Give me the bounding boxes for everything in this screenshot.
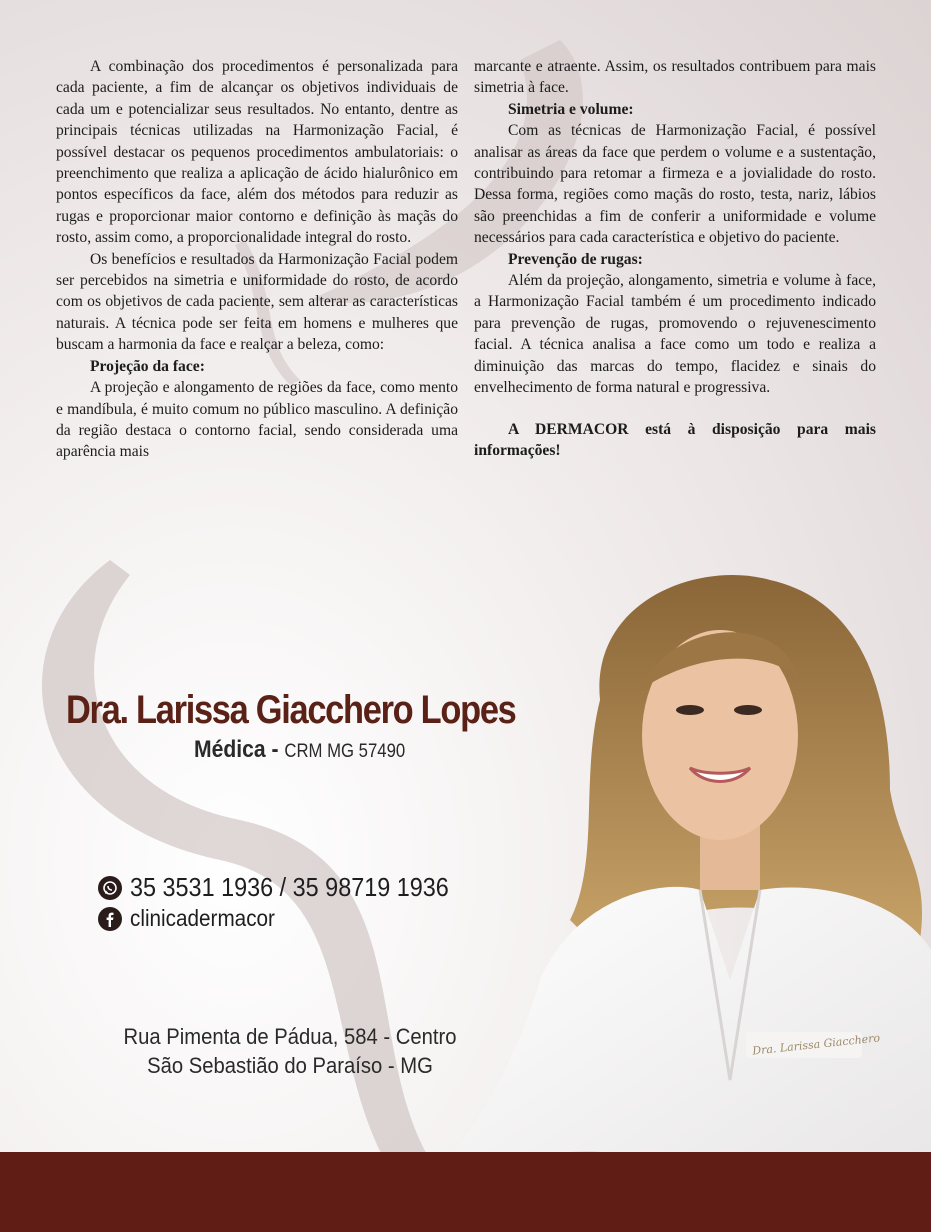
article-paragraph: A projeção e alongamento de regiões da face, como mento e mandíbula, é muito comum no público masculino. A definição da região destaca o contorno facial, sendo considerada uma aparência mais — [56, 379, 458, 461]
doctor-name: Dra. Larissa Giacchero Lopes — [66, 688, 516, 732]
article-paragraph: Com as técnicas de Harmonização Facial, é possível analisar as áreas da face que perdem o volume e a sustentação, contribuindo para retomar a firmeza e a jovialidade do rosto. Dessa forma, regiões como maçãs do rosto, testa, nariz, lábios são preenchidas a fim de conferir a uniformidade e volume necessários para cada característica e objetivo do paciente. — [474, 122, 876, 247]
article-paragraph: A combinação dos procedimentos é personalizada para cada paciente, a fim de alcançar os objetivos individuais de cada um e potencializar seus resultados. No entanto, dentre as principais técnicas utilizadas na Harmonização Facial, é possível destacar os pequenos procedimentos ambulatoriais: o preenchimento que realiza a aplicação de ácido hialurônico em pontos específicos da face, além dos métodos para reduzir as rugas e proporcionar maior contorno e definição às maçãs do rosto, assim como, a proporcionalidade integral do rosto. — [56, 58, 458, 247]
section-heading-prevencao: Prevenção de rugas: — [508, 250, 643, 268]
coat-embroidery-text: Dra. Larissa Giacchero — [751, 1031, 881, 1058]
facebook-contact[interactable] — [98, 905, 291, 932]
article-paragraph: Além da projeção, alongamento, simetria e volume à face, a Harmonização Facial também é um procedimento indicado para prevenção de rugas, promovendo o rejuvenescimento facial. A técnica analisa a face como um todo e realiza a diminuição das marcas do tempo, flacidez e sinais do envelhecimento de forma natural e progressiva. — [474, 272, 876, 397]
doctor-title: Médica - — [194, 736, 285, 763]
doctor-crm: CRM MG 57490 — [284, 741, 406, 762]
footer-band — [0, 1152, 931, 1232]
article-paragraph: marcante e atraente. Assim, os resultados contribuem para mais simetria à face. — [474, 58, 876, 97]
whatsapp-icon — [98, 876, 122, 900]
article-paragraph: Os benefícios e resultados da Harmonização Facial podem ser percebidos na simetria e uniformidade do rosto, de acordo com os objetivos de cada paciente, sem alterar as características naturais. A técnica pode ser feita em homens e mulheres que buscam a harmonia da face e realçar a beleza, como: — [56, 250, 458, 354]
article-left-column — [56, 56, 458, 463]
closing-statement: A DERMACOR está à disposição para mais informações! — [474, 420, 876, 459]
section-heading-simetria: Simetria e volume: — [508, 100, 634, 118]
address-line-street: Rua Pimenta de Pádua, 584 - Centro — [123, 1024, 457, 1049]
facebook-handle: clinicadermacor — [130, 905, 275, 931]
clinic-address — [60, 1022, 520, 1080]
phone-contact[interactable] — [98, 872, 484, 903]
doctor-credentials — [194, 736, 405, 764]
address-line-city: São Sebastião do Paraíso - MG — [147, 1053, 433, 1078]
section-heading-projecao: Projeção da face: — [90, 357, 205, 375]
article-right-column — [474, 56, 876, 461]
facebook-icon — [98, 907, 122, 931]
phone-numbers: 35 3531 1936 / 35 98719 1936 — [130, 872, 449, 902]
